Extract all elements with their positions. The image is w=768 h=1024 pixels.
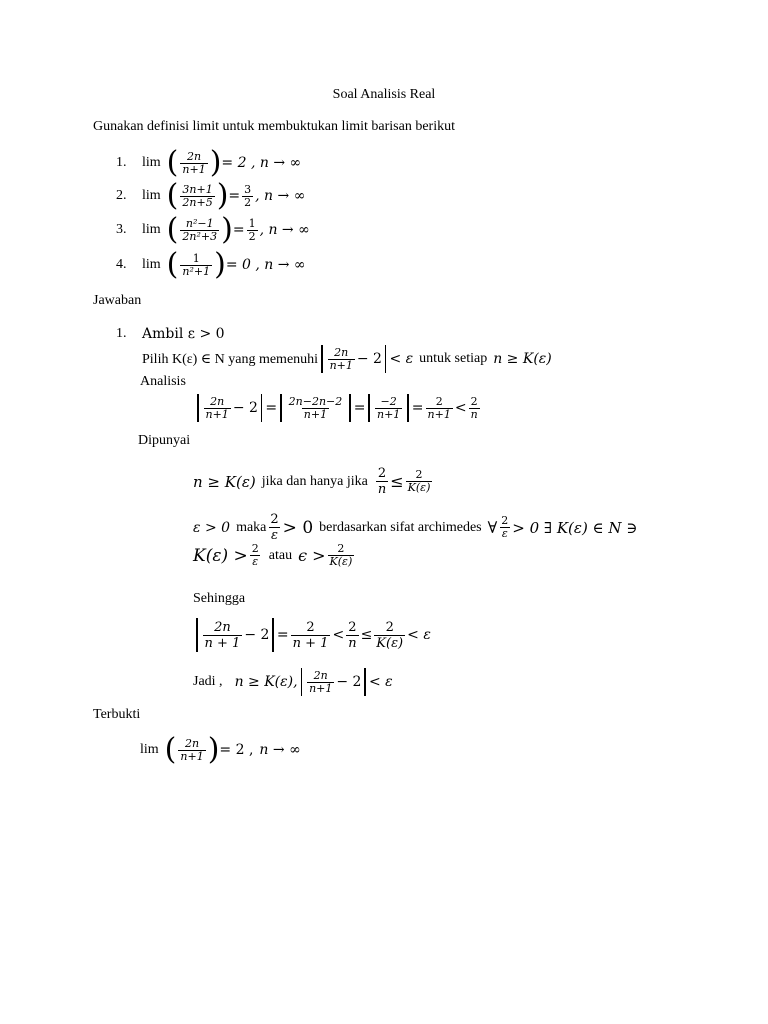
fraction: $\frac{3n+1}{2n+5}$ bbox=[182, 182, 213, 209]
pilih-prefix: Pilih K(ε) ∈ N yang memenuhi bbox=[142, 351, 319, 367]
abs-bar bbox=[321, 345, 323, 373]
problem-rhs: = 0 , n → ∞ bbox=[225, 257, 306, 273]
problem-number: 2. bbox=[116, 188, 127, 203]
instruction-text: Gunakan definisi limit untuk membuktukan limit barisan berikut bbox=[93, 119, 455, 134]
problem-2: 2. lim ( $\frac{3n+1}{2n+5}$ ) = $\frac{3}{2}$ , n → ∞ bbox=[116, 178, 306, 213]
terbukti-heading: Terbukti bbox=[93, 707, 141, 722]
problem-number: 3. bbox=[116, 222, 127, 237]
lim-label: lim bbox=[140, 742, 159, 757]
problem-tail: , n → ∞ bbox=[255, 188, 306, 204]
fraction: $\frac{2n}{n+1}$ bbox=[329, 345, 353, 372]
lim-label: lim bbox=[142, 257, 161, 272]
answer-step-number: 1. bbox=[116, 326, 127, 341]
fraction: $\frac{1}{\text{n²+1}}$ bbox=[182, 251, 211, 278]
problem-number: 1. bbox=[116, 155, 127, 170]
pilih-line: Pilih K(ε) ∈ N yang memenuhi $\frac{2n}{n+1}$ − 2 < ε untuk setiap n ≥ K(ε) bbox=[142, 345, 552, 372]
problem-1 bbox=[116, 145, 302, 180]
paren-left: ( bbox=[166, 247, 179, 282]
paren-left: ( bbox=[166, 145, 179, 180]
paren-right: ) bbox=[209, 145, 222, 180]
jadi-line: Jadi , n ≥ K(ε), $\frac{2n}{n+1}$ − 2 < ε bbox=[193, 668, 393, 695]
paren-left: ( bbox=[166, 212, 179, 247]
problem-rhs: = 2 , n → ∞ bbox=[221, 155, 302, 171]
dipunyai-label: Dipunyai bbox=[138, 433, 191, 448]
lim-label: lim bbox=[142, 222, 161, 237]
problem-number: 4. bbox=[116, 257, 127, 272]
fraction: $\frac{3}{2}$ bbox=[244, 182, 252, 209]
final-limit: lim ( $\frac{2n}{n+1}$ ) = 2 , n → ∞ bbox=[140, 732, 301, 767]
dipunyai-line-2: ε > 0 maka $\frac{2}{\varepsilon}$ > 0 berdasarkan sifat archimedes ∀ $\frac{2}{\varepsilon}$ > 0 ∃ K(ε) ∈ N ∋ bbox=[193, 512, 638, 543]
sehingga-label: Sehingga bbox=[193, 591, 246, 606]
paren-right: ) bbox=[221, 212, 233, 247]
dipunyai-line-3: K(ε) > $\frac{2}{\varepsilon}$ atau ϵ > $\frac{2}{K(\varepsilon)}$ bbox=[193, 542, 353, 568]
ambil-text: Ambil ε > 0 bbox=[142, 326, 225, 342]
problem-4 bbox=[116, 247, 306, 282]
dipunyai-line-1: n ≥ K(ε) jika dan hanya jika $\frac{2}{n}$ ≤ $\frac{2}{K(\varepsilon)}$ bbox=[193, 466, 431, 497]
lim-label: lim bbox=[142, 188, 161, 203]
jawaban-heading: Jawaban bbox=[93, 293, 142, 308]
problem-tail: , n → ∞ bbox=[259, 222, 310, 238]
fraction: $\frac{1}{2}$ bbox=[248, 216, 256, 243]
abs-bar bbox=[385, 345, 387, 373]
analisis-label: Analisis bbox=[140, 374, 186, 389]
paren-left: ( bbox=[166, 178, 179, 213]
sehingga-equation: $\frac{2n}{n + 1}$ − 2 = $\frac{2}{n + 1}$ < $\frac{2}{n}$ ≤ $\frac{2}{K(\varepsilon)}$ < ε bbox=[193, 618, 431, 652]
fraction: $\frac{2n}{n+1}$ bbox=[182, 149, 206, 176]
paren-right: ) bbox=[214, 247, 226, 282]
lim-label: lim bbox=[142, 155, 161, 170]
fraction: $\frac{\text{n²−1}}{\text{2n²+3}}$ bbox=[182, 216, 218, 243]
analisis-equation: $\frac{2n}{n+1}$ − 2 = $\frac{2n-2n-2}{n+1}$ = $\frac{-2}{n+1}$ = $\frac{2}{n+1}$ < $\frac{2}{n}$ bbox=[194, 394, 482, 422]
page-title: Soal Analisis Real bbox=[332, 87, 436, 102]
problem-3: 3. lim ( $\frac{\text{n²−1}}{\text{2n²+3}}$ ) = $\frac{1}{2}$ , n → ∞ bbox=[116, 212, 310, 247]
paren-right: ) bbox=[216, 178, 229, 213]
